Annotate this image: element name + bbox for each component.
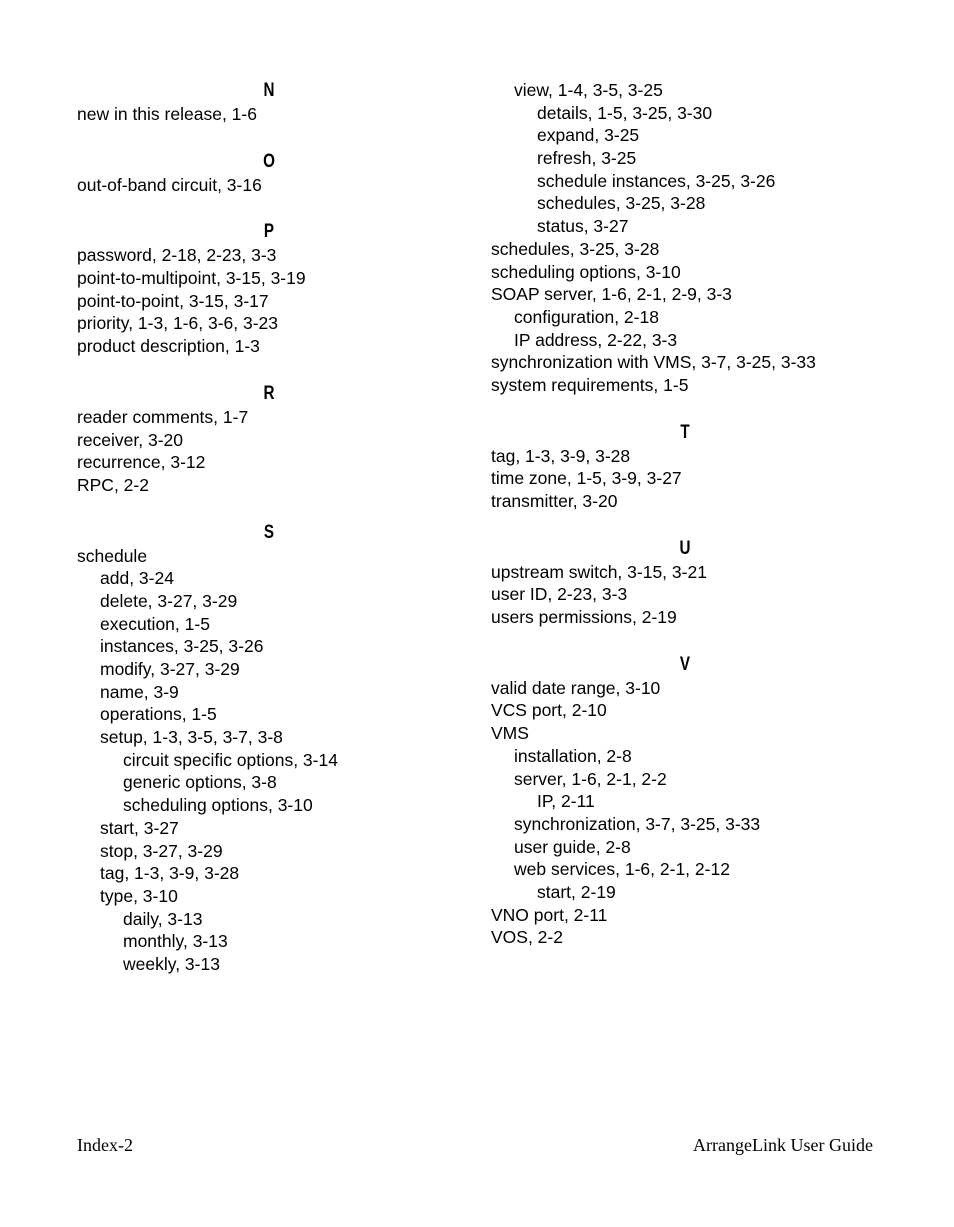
index-entry: password, 2-18, 2-23, 3-3 [77,245,277,266]
index-subsubentry: monthly, 3-13 [123,931,228,952]
index-entry: tag, 1-3, 3-9, 3-28 [491,445,631,466]
index-entry: product description, 1-3 [77,336,260,357]
index-entry: schedules, 3-25, 3-28 [491,238,660,259]
index-entry: scheduling options, 3-10 [491,261,681,282]
index-entry: synchronization with VMS, 3-7, 3-25, 3-33 [491,352,816,373]
section-letter-r: R [263,382,275,404]
index-subentry: server, 1-6, 2-1, 2-2 [514,768,667,789]
index-entry: schedule [77,545,148,566]
index-subsubentry: weekly, 3-13 [123,953,220,974]
index-subentry: setup, 1-3, 3-5, 3-7, 3-8 [100,727,283,748]
index-column-right [491,79,911,949]
section-letter-n: N [263,80,275,101]
index-entry: receiver, 3-20 [77,429,184,450]
index-entry: VMS [491,723,529,744]
index-entry: VNO port, 2-11 [491,904,608,925]
index-entry: priority, 1-3, 1-6, 3-6, 3-23 [77,313,279,334]
index-subentry: instances, 3-25, 3-26 [100,636,264,657]
footer-book-title: ArrangeLink User Guide [693,1135,873,1155]
index-column-left [77,78,497,976]
index-subentry: user guide, 2-8 [514,836,631,857]
index-subentry: name, 3-9 [100,681,179,702]
index-entry: RPC, 2-2 [77,474,149,495]
index-entry: transmitter, 3-20 [491,491,618,511]
index-entry: reader comments, 1-7 [77,406,249,427]
index-entry: user ID, 2-23, 3-3 [491,584,628,605]
index-entry: time zone, 1-5, 3-9, 3-27 [491,468,682,489]
index-subentry: view, 1-4, 3-5, 3-25 [514,80,663,100]
index-subsubentry: circuit specific options, 3-14 [123,749,338,770]
index-entry: valid date range, 3-10 [491,677,661,698]
index-entry: VOS, 2-2 [491,927,563,948]
index-subsubentry: scheduling options, 3-10 [123,795,313,816]
index-subentry: add, 3-24 [100,568,174,589]
index-entry: point-to-multipoint, 3-15, 3-19 [77,268,306,289]
footer-page-label: Index-2 [77,1135,133,1155]
index-entry: out-of-band circuit, 3-16 [77,174,262,195]
index-subsubentry: schedule instances, 3-25, 3-26 [537,170,776,191]
index-subentry: installation, 2-8 [514,745,632,766]
index-subentry: start, 3-27 [100,817,179,838]
index-subentry: stop, 3-27, 3-29 [100,840,223,861]
index-subentry: execution, 1-5 [100,613,210,634]
index-entry: VCS port, 2-10 [491,700,607,721]
index-subentry: modify, 3-27, 3-29 [100,659,240,679]
section-letter-p: P [263,221,275,243]
index-entry: upstream switch, 3-15, 3-21 [491,561,707,582]
index-subsubentry: expand, 3-25 [537,125,640,146]
index-entry: point-to-point, 3-15, 3-17 [77,290,269,311]
index-subsubentry: IP, 2-11 [537,791,595,812]
section-letter-t: T [680,421,690,443]
index-subsubentry: daily, 3-13 [123,908,203,929]
index-subsubentry: status, 3-27 [537,216,629,237]
index-subsubentry: details, 1-5, 3-25, 3-30 [537,102,713,123]
index-entry: system requirements, 1-5 [491,374,689,395]
section-letter-u: U [679,537,691,559]
index-subsubentry: schedules, 3-25, 3-28 [537,193,706,214]
index-subentry: configuration, 2-18 [514,306,659,327]
index-subentry: tag, 1-3, 3-9, 3-28 [100,863,240,884]
index-subentry: synchronization, 3-7, 3-25, 3-33 [514,813,761,834]
section-letter-v: V [679,653,691,675]
index-subsubentry: refresh, 3-25 [537,148,637,169]
index-subentry: web services, 1-6, 2-1, 2-12 [514,859,730,880]
index-subsubentry: start, 2-19 [537,881,616,902]
index-entry: users permissions, 2-19 [491,607,677,628]
section-letter-s: S [263,521,275,543]
index-subentry: operations, 1-5 [100,704,217,725]
index-entry: SOAP server, 1-6, 2-1, 2-9, 3-3 [491,284,732,305]
index-subentry: delete, 3-27, 3-29 [100,590,238,611]
index-subentry: IP address, 2-22, 3-3 [514,329,678,350]
index-entry: recurrence, 3-12 [77,452,206,473]
index-subentry: type, 3-10 [100,885,178,906]
index-subsubentry: generic options, 3-8 [123,772,277,793]
section-letter-o: O [263,150,275,172]
index-entry: new in this release, 1-6 [77,104,257,124]
